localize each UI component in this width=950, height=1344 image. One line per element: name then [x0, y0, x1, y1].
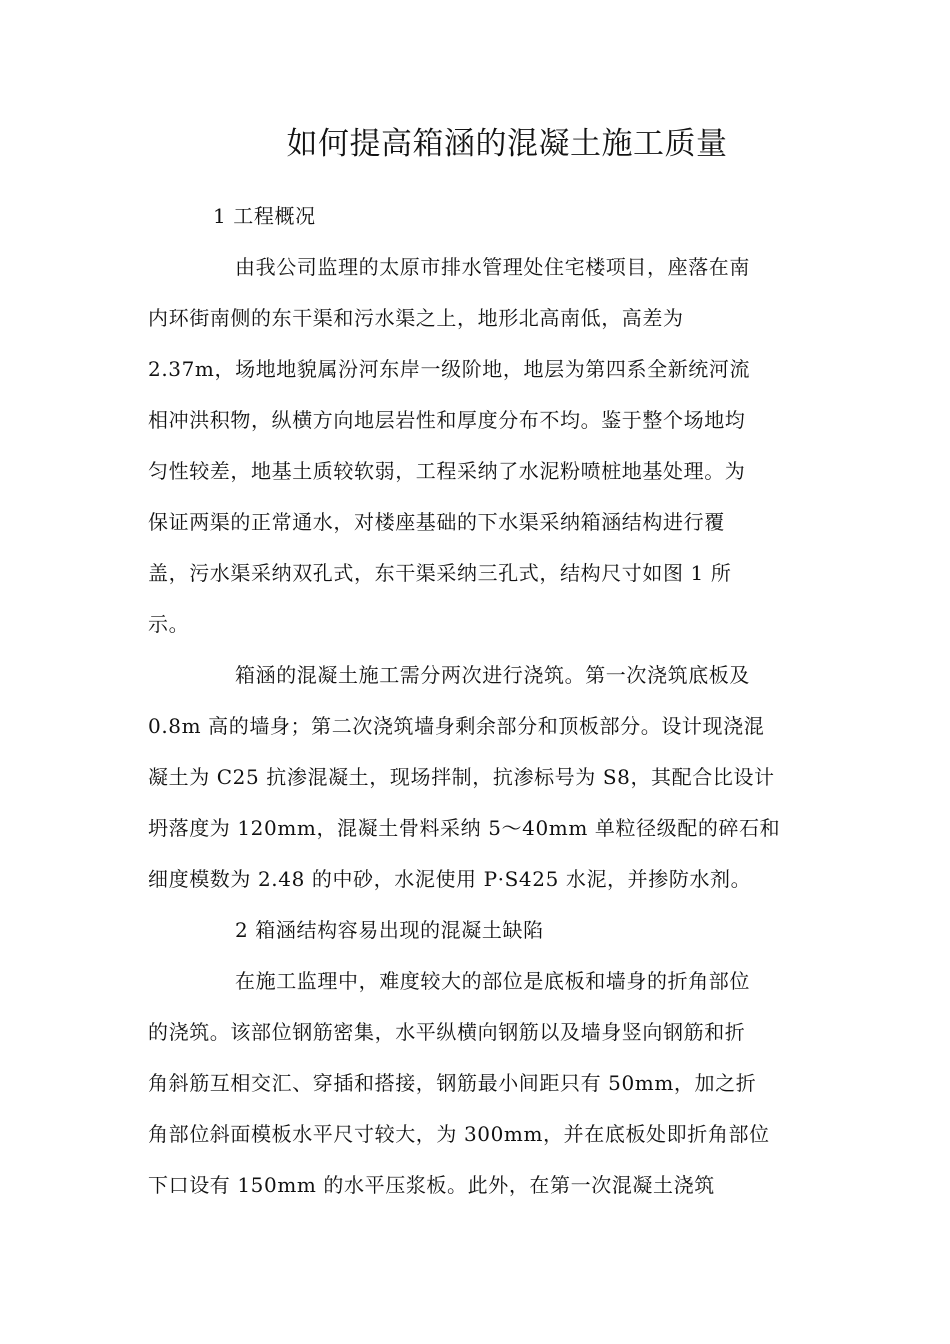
paragraph-2-line: 凝土为 C25 抗渗混凝土，现场拌制，抗渗标号为 S8，其配合比设计 [148, 765, 775, 789]
paragraph-1-line: 相冲洪积物，纵横方向地层岩性和厚度分布不均。鉴于整个场地均 [148, 408, 746, 432]
section-heading-1: 1 工程概况 [213, 204, 316, 228]
paragraph-3-line: 下口设有 150mm 的水平压浆板。此外，在第一次混凝土浇筑 [148, 1173, 715, 1197]
paragraph-2-line: 细度模数为 2.48 的中砂，水泥使用 P·S425 水泥，并掺防水剂。 [148, 867, 752, 891]
paragraph-3-line: 的浇筑。该部位钢筋密集，水平纵横向钢筋以及墙身竖向钢筋和折 [148, 1020, 746, 1044]
paragraph-3-line: 角斜筋互相交汇、穿插和搭接，钢筋最小间距只有 50mm，加之折 [148, 1071, 757, 1095]
paragraph-2-line: 0.8m 高的墙身；第二次浇筑墙身剩余部分和顶板部分。设计现浇混 [148, 714, 765, 738]
paragraph-1-line: 示。 [148, 612, 190, 636]
paragraph-3-line: 在施工监理中，难度较大的部位是底板和墙身的折角部位 [235, 969, 750, 993]
paragraph-2-line: 坍落度为 120mm，混凝土骨料采纳 5～40mm 单粒径级配的碎石和 [148, 816, 781, 840]
paragraph-1-line: 匀性较差，地基土质较软弱，工程采纳了水泥粉喷桩地基处理。为 [148, 459, 746, 483]
paragraph-2-line: 箱涵的混凝土施工需分两次进行浇筑。第一次浇筑底板及 [235, 663, 750, 687]
paragraph-1-line: 盖，污水渠采纳双孔式，东干渠采纳三孔式，结构尺寸如图 1 所 [148, 561, 732, 585]
paragraph-1-line: 由我公司监理的太原市排水管理处住宅楼项目，座落在南 [235, 255, 750, 279]
section-heading-2: 2 箱涵结构容易出现的混凝土缺陷 [235, 918, 544, 942]
paragraph-3-line: 角部位斜面模板水平尺寸较大，为 300mm，并在底板处即折角部位 [148, 1122, 770, 1146]
paragraph-1-line: 保证两渠的正常通水，对楼座基础的下水渠采纳箱涵结构进行覆 [148, 510, 725, 534]
paragraph-1-line: 内环街南侧的东干渠和污水渠之上，地形北高南低，高差为 [148, 306, 684, 330]
document-title: 如何提高箱涵的混凝土施工质量 [286, 126, 728, 162]
paragraph-1-line: 2.37m，场地地貌属汾河东岸一级阶地，地层为第四系全新统河流 [148, 357, 751, 381]
